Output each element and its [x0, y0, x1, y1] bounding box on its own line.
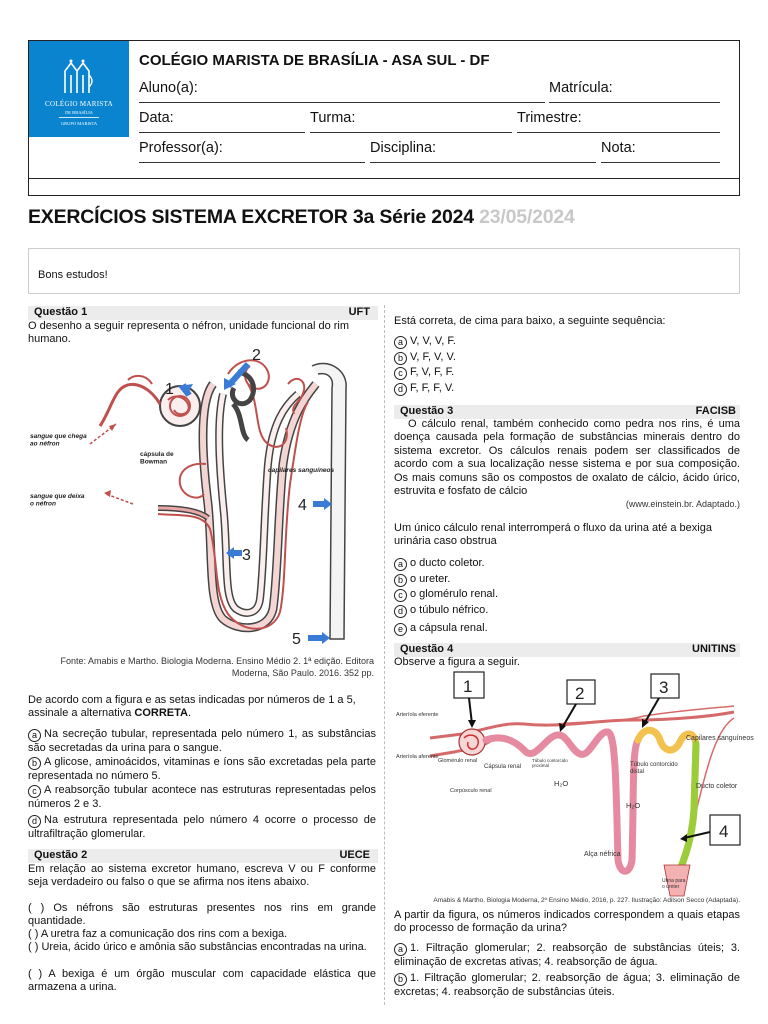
q3-option-d-letter[interactable]: d: [394, 605, 407, 618]
disciplina-label: Disciplina:: [370, 140, 437, 156]
q2-source: UECE: [339, 849, 370, 861]
q4-figure-caption: Amabis & Martho. Biologia Moderna, 2º Ensino Médio, 2016, p. 227. Ilustração: Adilson Secco (Adaptada).: [433, 897, 740, 904]
q1-option-b-letter[interactable]: b: [28, 757, 41, 770]
q2-label: Questão 2: [34, 849, 88, 861]
q1-prompt-c: .: [187, 707, 192, 720]
q2-option-c-text: F, V, F, F.: [410, 366, 455, 378]
nephron-num-3: 3: [242, 547, 251, 564]
q2-sequence-prompt: Está correta, de cima para baixo, a seguinte sequência:: [394, 315, 666, 327]
fig4-num-4: 4: [719, 822, 729, 841]
matricula-line[interactable]: [549, 102, 720, 103]
q2-item-3: ( ) Ureia, ácido úrico e amônia são substâncias encontradas na urina.: [28, 941, 367, 953]
q3-text: O cálculo renal, também conhecido como pedra nos rins, é uma doença causada pela formação de substâncias minerais dentro do sistema excretor. Os cálculos renais podem ser classificados de acordo com a sua localização nesse sistema e por sua composição. Os mais comuns são os compostos de oxalato de cálcio, ácido úrico, estruvita e fosfato de cálcio: [394, 418, 740, 498]
q1-prompt-b: CORRETA: [134, 707, 188, 720]
turma-line[interactable]: [310, 132, 512, 133]
trimestre-label: Trimestre:: [517, 110, 582, 126]
q3-option-b-letter[interactable]: b: [394, 574, 407, 587]
greeting-text: Bons estudos!: [38, 269, 108, 281]
q3-option-a-text: o ducto coletor.: [410, 557, 485, 569]
q3-option-d-text: o túbulo néfrico.: [410, 604, 489, 616]
nephron-num-2: 2: [252, 347, 261, 364]
q4-option-a-text: 1. Filtração glomerular; 2. reabsorção de substâncias úteis; 3. eliminação de excretas ativas; 4. reabsorção de água.: [394, 942, 740, 968]
q1-option-b-text: A glicose, aminoácidos, vitaminas e íons são excretadas pela parte representada no número 5.: [28, 756, 376, 782]
disciplina-line[interactable]: [370, 162, 596, 163]
page-title: [28, 206, 575, 229]
q2-option-b-text: V, F, V, V.: [410, 351, 456, 363]
fig4-glomerulo: Glomérulo renal: [438, 758, 478, 764]
logo-line2: DE BRASÍLIA: [65, 110, 93, 115]
school-name: COLÉGIO MARISTA DE BRASÍLIA - ASA SUL - DF: [139, 52, 490, 69]
q3-header: [394, 405, 740, 419]
q3-prompt: Um único cálculo renal interromperá o fluxo da urina até a bexiga urinária caso obstrua: [394, 522, 712, 548]
q1-option-a[interactable]: [28, 728, 376, 755]
q4-label: Questão 4: [400, 643, 454, 655]
q3-option-c-text: o glomérulo renal.: [410, 588, 499, 600]
q2-header: [28, 849, 378, 863]
header-divider: [28, 178, 740, 179]
q3-reference: (www.einstein.br. Adaptado.): [625, 499, 740, 509]
q3-option-e[interactable]: [394, 622, 488, 636]
q1-option-b[interactable]: [28, 756, 376, 783]
nota-label: Nota:: [601, 140, 636, 156]
q1-option-a-text: Na secreção tubular, representada pelo número 1, as substâncias são secretadas da urina para o sangue.: [28, 728, 376, 754]
q3-option-a[interactable]: [394, 557, 485, 571]
nephron-num-4: 4: [298, 497, 307, 514]
aluno-line[interactable]: [139, 102, 545, 103]
marist-logo-icon: [29, 57, 129, 102]
q1-prompt-a: De acordo com a figura e as setas indicadas por números de 1 a 5, assinale a alternativa: [28, 694, 356, 720]
q1-source: UFT: [348, 306, 370, 318]
q4-header: [394, 643, 740, 657]
q4-source: UNITINS: [692, 643, 736, 655]
fig4-capilares: Capilares sanguíneos: [686, 735, 754, 742]
q3-option-b-text: o ureter.: [410, 573, 451, 585]
q4-intro: Observe a figura a seguir.: [394, 656, 520, 668]
data-label: Data:: [139, 110, 174, 126]
professor-label: Professor(a):: [139, 140, 223, 156]
q4-option-b[interactable]: [394, 972, 740, 999]
nephron-num-5: 5: [292, 631, 301, 648]
fig4-urina: Urina para o ureter: [662, 878, 686, 890]
q3-option-c[interactable]: [394, 588, 498, 602]
fig4-h2o-1: H₂O: [554, 779, 569, 788]
professor-line[interactable]: [139, 162, 365, 163]
fig4-tubulo-distal: Túbulo contorcido distal: [630, 762, 678, 775]
q1-option-d[interactable]: [28, 814, 376, 841]
q2-intro: Em relação ao sistema excretor humano, escreva V ou F conforme seja verdadeiro ou falso o que se afirma nos itens abaixo.: [28, 863, 376, 889]
q3-option-d[interactable]: [394, 604, 488, 618]
label-sangue-chega: sangue que chega ao néfron: [30, 433, 87, 448]
label-sangue-deixa: sangue que deixa o néfron: [30, 493, 85, 508]
label-capsula: cápsula de Bowman: [140, 451, 174, 466]
q3-option-c-letter[interactable]: c: [394, 589, 407, 602]
q3-option-e-letter[interactable]: e: [394, 623, 407, 636]
q3-label: Questão 3: [400, 405, 454, 417]
nota-line[interactable]: [601, 162, 720, 163]
q2-item-1: ( ) Os néfrons são estruturas presentes nos rins em grande quantidade.: [28, 902, 376, 928]
q1-option-c-text: A reabsorção tubular acontece nas estruturas representadas pelos números 2 e 3.: [28, 784, 376, 810]
q2-option-d-text: F, F, F, V.: [410, 382, 455, 394]
q3-option-b[interactable]: [394, 573, 450, 587]
q1-label: Questão 1: [34, 306, 88, 318]
q4-option-a-letter[interactable]: a: [394, 943, 407, 956]
aluno-label: Aluno(a):: [139, 80, 198, 96]
q2-item-2: ( ) A uretra faz a comunicação dos rins com a bexiga.: [28, 928, 288, 940]
q1-option-c[interactable]: [28, 784, 376, 811]
fig4-arteriola-eferente: Arteríola eferente: [396, 712, 439, 718]
q2-option-d-letter[interactable]: d: [394, 383, 407, 396]
nephron-num-1: 1: [165, 381, 174, 398]
q3-option-a-letter[interactable]: a: [394, 558, 407, 571]
data-line[interactable]: [139, 132, 305, 133]
q3-option-e-text: a cápsula renal.: [410, 622, 488, 634]
nephron-figure: [28, 344, 378, 650]
q1-option-c-letter[interactable]: c: [28, 785, 41, 798]
q2-option-b[interactable]: [394, 351, 456, 365]
q1-option-d-text: Na estrutura representada pelo número 4 ocorre o processo de ultrafiltração glomerular.: [28, 814, 376, 840]
logo-line1: COLÉGIO MARISTA: [45, 100, 113, 108]
fig4-arteriola-aferente: Arteríola aferente: [396, 754, 439, 760]
q1-intro: O desenho a seguir representa o néfron, unidade funcional do rim humano.: [28, 320, 350, 346]
fig4-ducto: Ducto coletor: [696, 783, 738, 790]
turma-label: Turma:: [310, 110, 356, 126]
q2-option-b-letter[interactable]: b: [394, 352, 407, 365]
fig4-capsula: Cápsula renal: [484, 764, 522, 770]
label-capilares: capilares sanguíneos: [268, 467, 335, 474]
logo-line3: GRUPO MARISTA: [60, 121, 98, 126]
school-logo: [29, 41, 129, 137]
q1-option-a-letter[interactable]: a: [28, 729, 41, 742]
trimestre-line[interactable]: [517, 132, 720, 133]
q1-header: [28, 306, 378, 320]
q4-prompt: A partir da figura, os números indicados correspondem a quais etapas do processo de formação da urina?: [394, 909, 740, 935]
fig4-h2o-2: H₂O: [626, 801, 641, 810]
matricula-label: Matrícula:: [549, 80, 613, 96]
logo-divider: [59, 117, 99, 118]
q2-option-a-text: V, V, V, F.: [410, 335, 456, 347]
q2-option-d[interactable]: [394, 382, 454, 396]
q2-option-c-letter[interactable]: c: [394, 367, 407, 380]
q1-figure-caption: Fonte: Amabis e Martho. Biologia Moderna. Ensino Médio 2. 1ª edição. Editora Moderna, São Paulo. 2016. 352 pp.: [60, 656, 374, 678]
q4-option-a[interactable]: [394, 942, 740, 969]
q2-option-a[interactable]: [394, 335, 456, 349]
q3-source: FACISB: [695, 405, 736, 417]
fig4-num-1: 1: [463, 677, 473, 696]
fig4-corpusculo: Corpúsculo renal: [450, 788, 492, 794]
column-divider: [384, 305, 385, 1005]
q4-option-b-letter[interactable]: b: [394, 973, 407, 986]
nephron-process-figure: [394, 670, 754, 900]
q2-option-c[interactable]: [394, 366, 454, 380]
q4-option-b-text: 1. Filtração glomerular; 2. reabsorção de água; 3. eliminação de excretas; 4. reabsorção de substâncias úteis.: [394, 972, 740, 998]
fig4-alca: Alça néfrica: [584, 851, 621, 858]
fig4-num-3: 3: [659, 678, 669, 697]
fig4-num-2: 2: [575, 684, 585, 703]
q2-item-4: ( ) A bexiga é um órgão muscular com capacidade elástica que armazena a urina.: [28, 968, 376, 994]
q2-option-a-letter[interactable]: a: [394, 336, 407, 349]
fig4-tubulo-proximal: Túbulo contorcido proximal: [532, 758, 568, 769]
title-date: 23/05/2024: [479, 206, 575, 228]
greeting-box: [28, 248, 740, 294]
title-main: EXERCÍCIOS SISTEMA EXCRETOR 3a Série 2024: [28, 206, 474, 228]
q1-option-d-letter[interactable]: d: [28, 815, 41, 828]
q1-prompt: [28, 694, 376, 721]
